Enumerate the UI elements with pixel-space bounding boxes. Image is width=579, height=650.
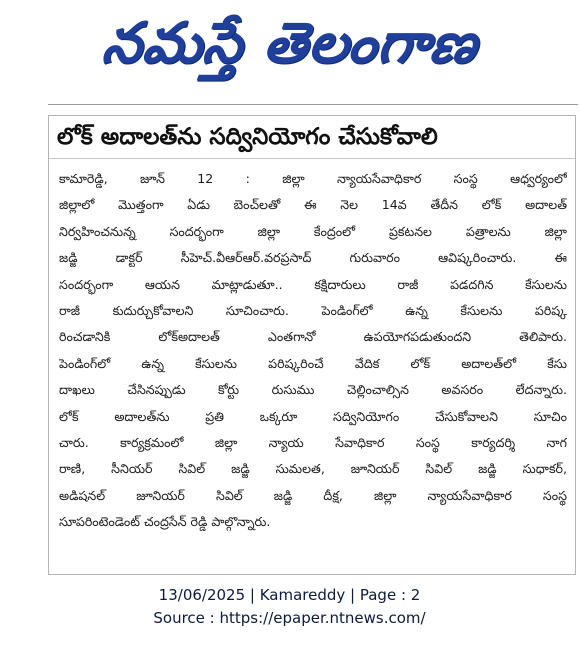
newspaper-masthead: [0, 0, 579, 100]
article-body-line: జడ్జి డాక్టర్ సీహెచ్.వీఆర్ఆర్.వరప్రసాద్ గురువారం ఆవిష్కరించారు. ఈ: [59, 250, 567, 266]
article-body: [59, 166, 567, 535]
masthead-title: నమస్తే తెలంగాణ: [99, 10, 482, 76]
article-body-line: జిల్లాలో మొత్తంగా ఏడు బెంచ్‌లతో ఈ నెల 14వ తేదీన లోక్ అదాలత్: [59, 197, 567, 213]
article-body-line: కామారెడ్డి, జూన్ 12 : జిల్లా న్యాయసేవాధికార సంస్థ ఆధ్వర్యంలో: [59, 171, 567, 186]
article-body-line: పెండింగ్‌లో ఉన్న కేసులను పరిష్కరించే వేదిక లోక్ అదాలత్‌లో కేసు: [59, 355, 567, 371]
article-body-line: సందర్భంగా ఆయన మాట్లాడుతూ.. కక్షిదారులు రాజీ పడదగిన కేసులను: [59, 276, 567, 292]
article-body-line: సూపరింటెండెంట్ చంద్రసేన్ రెడ్డి పాల్గొన్నారు.: [59, 514, 271, 530]
clipping-footer: [0, 584, 579, 630]
source-line: Source : https://epaper.ntnews.com/: [153, 609, 426, 627]
article-headline: లోక్ అదాలత్‌ను సద్వినియోగం చేసుకోవాలి: [57, 124, 438, 150]
article-body-line: రాజీ కుదుర్చుకోవాలని సూచించారు. పెండింగ్‌లో ఉన్న కేసులను పరిష్క: [59, 302, 567, 318]
article-body-line: దాఖలు చేసినప్పుడు కోర్టు రుసుము చెల్లించాల్సిన అవసరం లేదన్నారు.: [59, 382, 567, 398]
masthead-divider: [48, 104, 578, 105]
edition-info: 13/06/2025 | Kamareddy | Page : 2: [158, 586, 421, 604]
article-body-line: చారు. కార్యక్రమంలో జిల్లా న్యాయ సేవాధికార సంస్థ కార్యదర్శి నాగ: [59, 434, 567, 450]
article-body-line: రాణి, సీనియర్ సివిల్ జడ్జి సుమలత, జూనియర్ సివిల్ జడ్జి సుధాకర్,: [59, 461, 567, 477]
article-body-line: రించడానికి లోక్‌అదాలత్ ఎంతగానో ఉపయోగపడుతుందని తెలిపారు.: [59, 329, 567, 345]
article-body-line: నిర్వహించనున్న సందర్భంగా జిల్లా కేంద్రంలో ప్రకటనల పత్రాలను జిల్లా: [59, 223, 567, 239]
headline-divider: [49, 158, 575, 159]
article-body-line: అడిషనల్ జూనియర్ సివిల్ జడ్జి దీక్ష, జిల్లా న్యాయసేవాధికార సంస్థ: [59, 487, 567, 503]
article-body-line: లోక్ అదాలత్‌ను ప్రతి ఒక్కరూ సద్వినియోగం చేసుకోవాలని సూచిం: [59, 408, 567, 424]
article-clipping: [48, 115, 576, 575]
